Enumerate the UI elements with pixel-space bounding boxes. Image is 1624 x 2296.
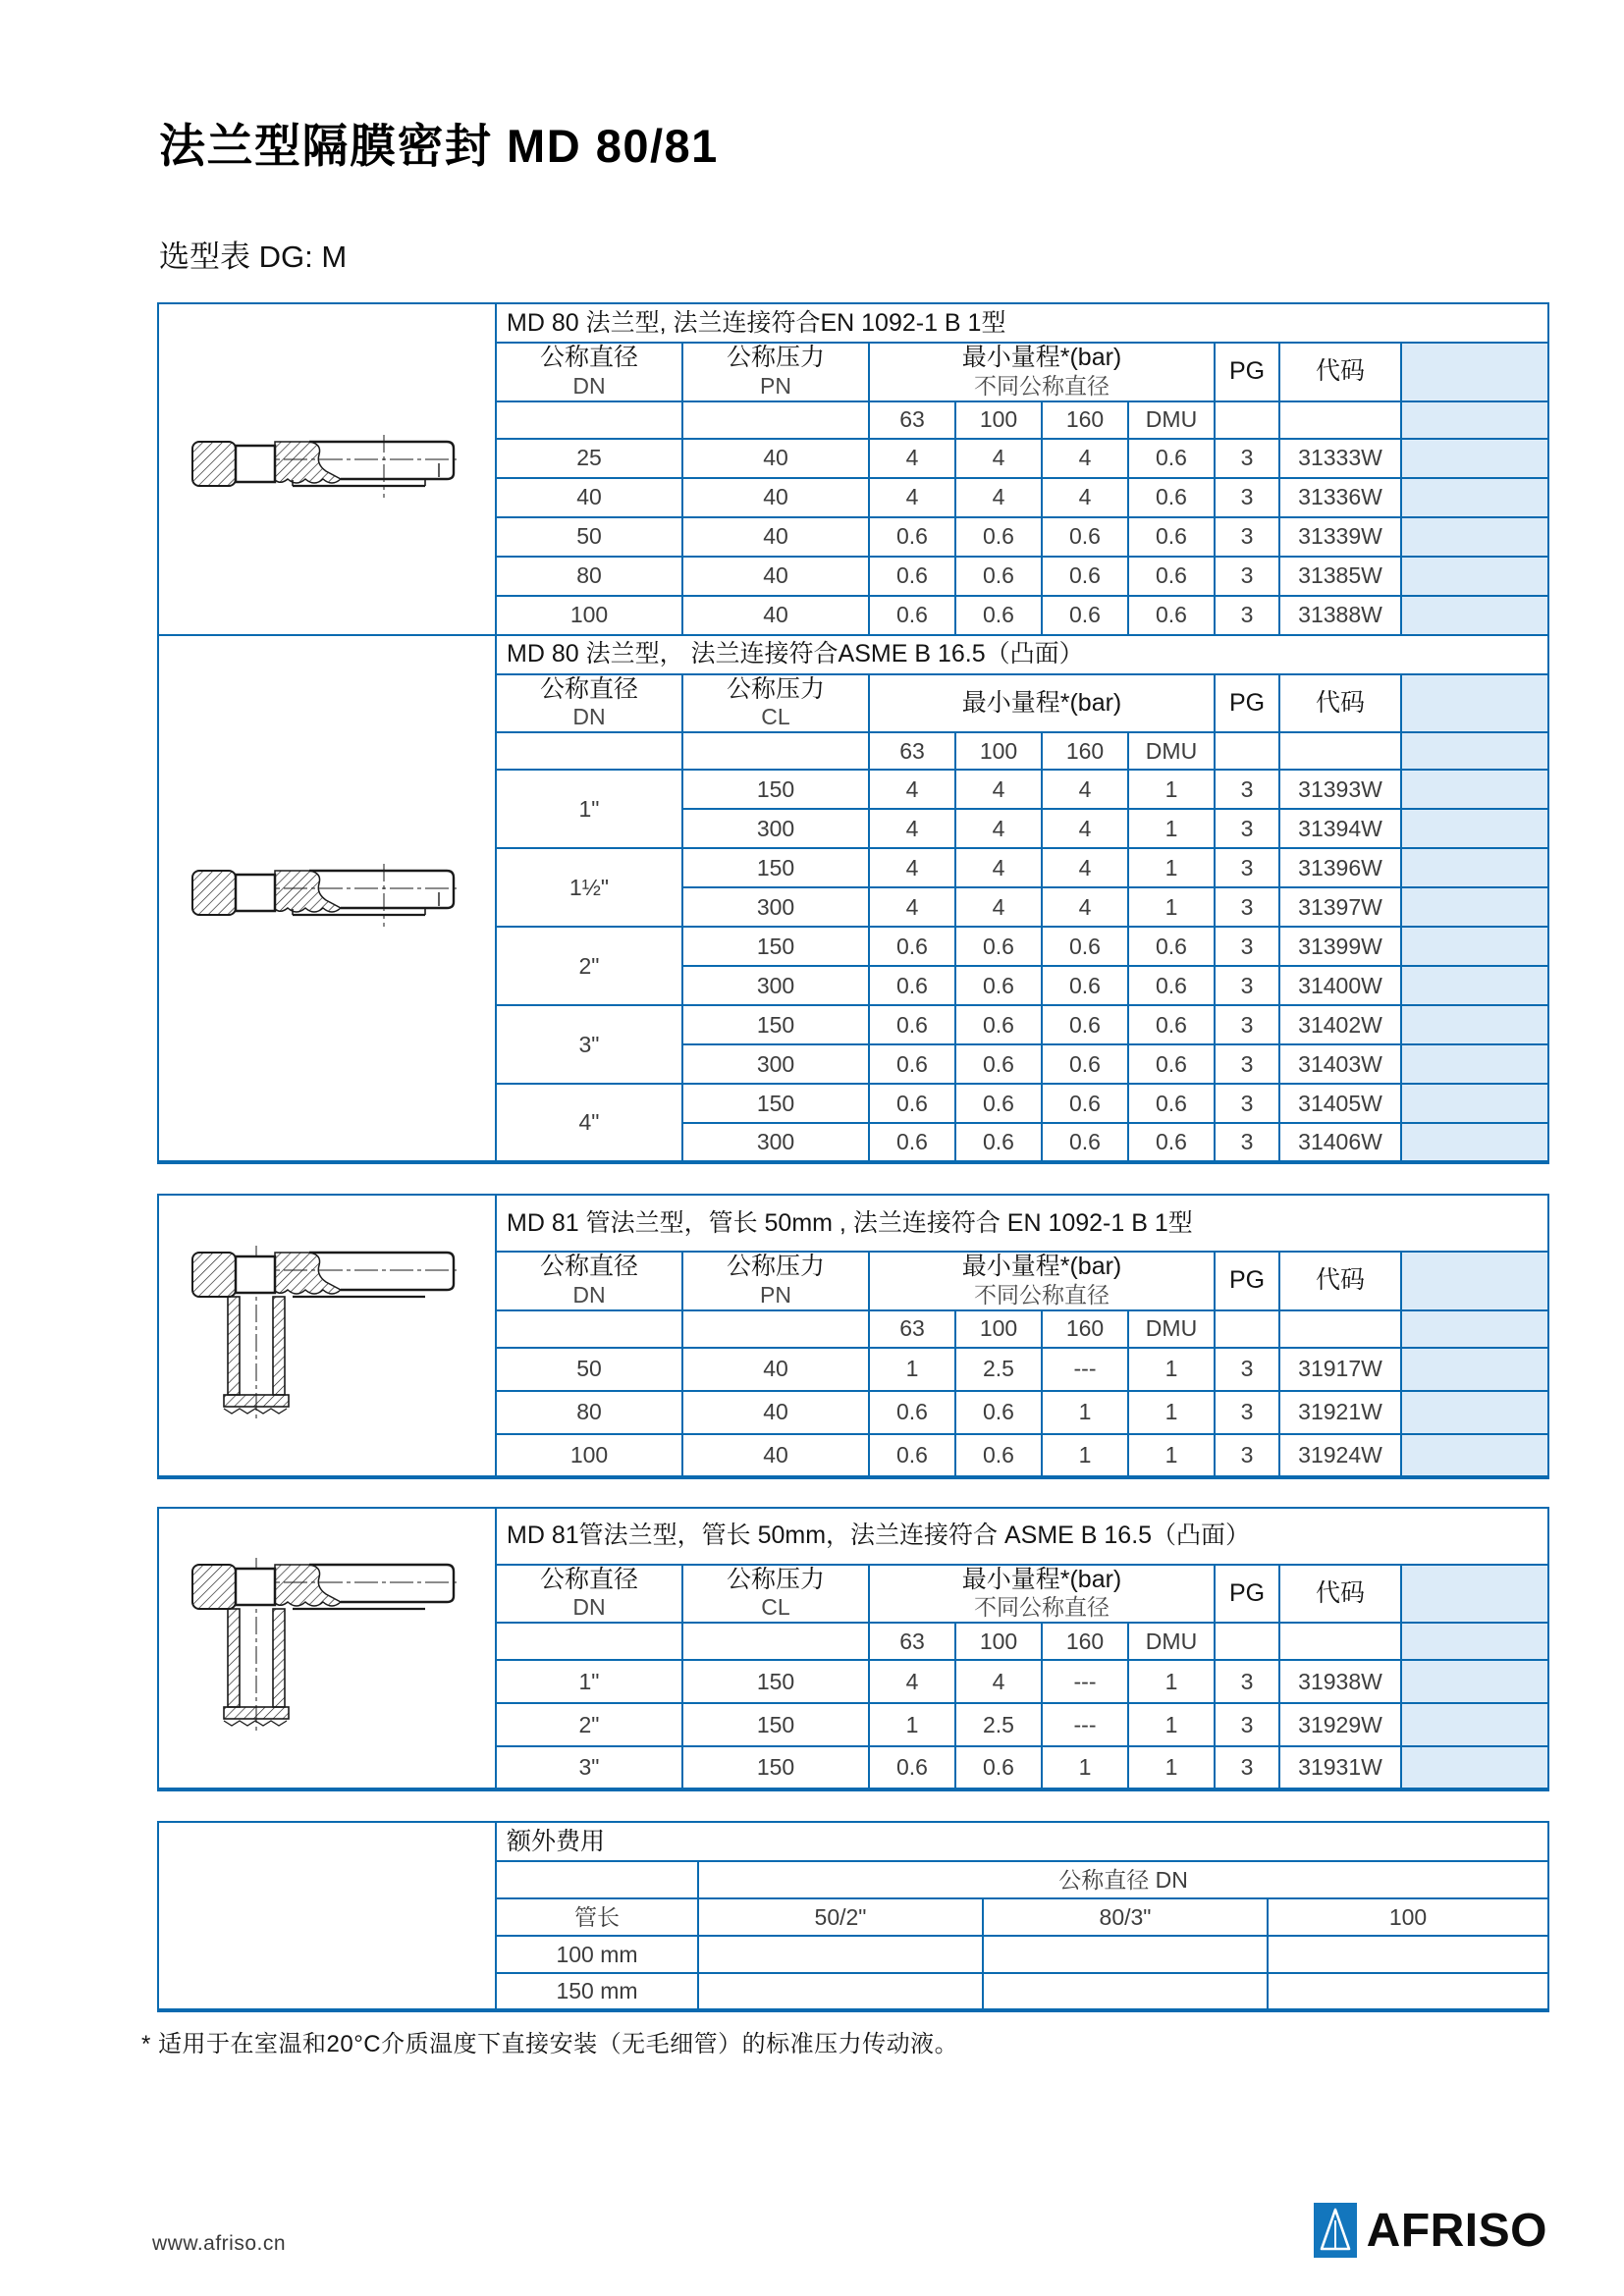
header-cell: DMU — [1128, 1623, 1215, 1660]
data-cell: 4 — [955, 439, 1042, 478]
data-cell: 31385W — [1279, 557, 1401, 596]
data-cell: 3" — [496, 1746, 682, 1789]
data-cell: 0.6 — [1042, 1005, 1128, 1044]
data-cell: 4 — [955, 770, 1042, 809]
data-cell: 3 — [1215, 1391, 1279, 1434]
data-cell: 4 — [1042, 439, 1128, 478]
header-cell: 100 — [955, 1310, 1042, 1348]
header-cell: 公称直径 DN — [496, 674, 682, 733]
table-md81-pipe-flange-asme — [157, 1507, 1549, 1792]
data-cell: 1 — [1128, 1391, 1215, 1434]
data-cell: 40 — [682, 557, 869, 596]
flange-seal-drawing — [191, 863, 462, 928]
data-cell: 0.6 — [1128, 1084, 1215, 1123]
data-cell: 0.6 — [869, 517, 955, 557]
data-cell: 4 — [869, 770, 955, 809]
technical-drawing-cell — [158, 635, 496, 1163]
data-cell: 31405W — [1279, 1084, 1401, 1123]
data-cell: 31397W — [1279, 887, 1401, 927]
technical-drawing-cell — [158, 1508, 496, 1790]
data-cell: 4 — [869, 1660, 955, 1703]
data-cell: 3 — [1215, 1044, 1279, 1084]
header-cell: PG — [1215, 343, 1279, 401]
afriso-wordmark: AFRISO — [1366, 2204, 1547, 2257]
data-cell: 2" — [496, 927, 682, 1005]
table-title-row — [158, 303, 1548, 343]
data-cell: 4 — [955, 887, 1042, 927]
header-cell — [496, 1861, 698, 1898]
data-cell: 3 — [1215, 517, 1279, 557]
header-cell: 最小量程*(bar) 不同公称直径 — [869, 1565, 1215, 1624]
data-cell: 0.6 — [869, 1044, 955, 1084]
data-cell: 4 — [955, 1660, 1042, 1703]
data-cell: 4 — [869, 848, 955, 887]
data-cell: 150 — [682, 770, 869, 809]
data-cell: 0.6 — [1128, 478, 1215, 517]
data-cell — [1268, 1973, 1548, 2010]
technical-drawing-cell — [158, 303, 496, 635]
header-cell — [1279, 1310, 1401, 1348]
header-cell: 160 — [1042, 1623, 1128, 1660]
data-cell: 4 — [869, 887, 955, 927]
data-cell: 1 — [869, 1348, 955, 1391]
header-cell — [682, 401, 869, 439]
data-cell: 1" — [496, 770, 682, 848]
data-cell — [1401, 770, 1548, 809]
data-cell: 31396W — [1279, 848, 1401, 887]
data-cell: 4 — [1042, 848, 1128, 887]
data-cell: 0.6 — [1128, 1044, 1215, 1084]
header-cell: 代码 — [1279, 1565, 1401, 1624]
data-cell — [1401, 517, 1548, 557]
data-cell: 1 — [1042, 1391, 1128, 1434]
data-cell: 0.6 — [955, 557, 1042, 596]
data-cell: 0.6 — [1042, 557, 1128, 596]
table-md80-flange-en1092 — [157, 302, 1549, 636]
data-cell: 4 — [1042, 809, 1128, 848]
header-cell: 50/2" — [698, 1898, 983, 1936]
data-cell: 40 — [682, 596, 869, 635]
data-cell: 31929W — [1279, 1703, 1401, 1746]
data-cell: 4" — [496, 1084, 682, 1162]
data-cell: 300 — [682, 1123, 869, 1162]
data-cell: 0.6 — [1128, 1123, 1215, 1162]
data-cell: 4 — [1042, 770, 1128, 809]
data-cell: 0.6 — [869, 1391, 955, 1434]
header-cell: 最小量程*(bar) — [869, 674, 1215, 733]
data-cell: 300 — [682, 966, 869, 1005]
data-cell: 3 — [1215, 439, 1279, 478]
data-cell: 150 — [682, 1005, 869, 1044]
tables-area — [141, 302, 1547, 2058]
data-cell: 40 — [682, 517, 869, 557]
data-cell — [1401, 1123, 1548, 1162]
data-cell: 0.6 — [955, 517, 1042, 557]
page-subtitle: 选型表 DG: M — [159, 240, 348, 274]
data-cell: 1" — [496, 1660, 682, 1703]
data-cell: 1 — [869, 1703, 955, 1746]
data-cell: 4 — [955, 478, 1042, 517]
header-cell: 公称直径 DN — [496, 343, 682, 401]
header-cell — [1215, 732, 1279, 770]
data-cell: 0.6 — [1128, 966, 1215, 1005]
header-cell: DMU — [1128, 401, 1215, 439]
data-cell — [983, 1973, 1268, 2010]
header-cell: 公称直径 DN — [496, 1252, 682, 1310]
data-cell: 3 — [1215, 770, 1279, 809]
data-cell — [1401, 1084, 1548, 1123]
data-cell: 31921W — [1279, 1391, 1401, 1434]
header-cell — [1401, 674, 1548, 733]
data-cell: 40 — [682, 1434, 869, 1477]
data-cell: 0.6 — [1042, 966, 1128, 1005]
header-cell — [1401, 343, 1548, 401]
data-cell: 0.6 — [955, 1084, 1042, 1123]
data-cell: 1 — [1128, 1703, 1215, 1746]
header-cell: 100 — [955, 732, 1042, 770]
header-cell — [1401, 1310, 1548, 1348]
header-cell — [496, 401, 682, 439]
afriso-logo — [1314, 2203, 1547, 2258]
data-cell: 3 — [1215, 1660, 1279, 1703]
page-title: 法兰型隔膜密封 MD 80/81 — [159, 120, 719, 172]
data-cell: 3 — [1215, 1434, 1279, 1477]
data-cell — [1401, 1703, 1548, 1746]
data-cell: 150 — [682, 1703, 869, 1746]
data-cell: 0.6 — [955, 1746, 1042, 1789]
data-cell: 40 — [496, 478, 682, 517]
data-cell: 31393W — [1279, 770, 1401, 809]
data-cell: 4 — [1042, 478, 1128, 517]
data-cell: 100 — [496, 596, 682, 635]
data-cell: --- — [1042, 1348, 1128, 1391]
header-cell — [682, 1310, 869, 1348]
data-cell: 1 — [1128, 1746, 1215, 1789]
table-title-row — [158, 635, 1548, 674]
header-cell: 公称直径 DN — [698, 1861, 1548, 1898]
header-cell: 80/3" — [983, 1898, 1268, 1936]
table-md80-flange-asme — [157, 634, 1549, 1165]
data-cell — [1401, 927, 1548, 966]
data-cell — [1401, 848, 1548, 887]
data-cell: 3 — [1215, 557, 1279, 596]
data-cell: 4 — [869, 478, 955, 517]
pipe-flange-seal-drawing — [191, 1557, 462, 1734]
header-cell — [1279, 401, 1401, 439]
data-cell: 2.5 — [955, 1348, 1042, 1391]
data-cell: 25 — [496, 439, 682, 478]
data-cell: 0.6 — [869, 557, 955, 596]
data-cell — [1401, 1391, 1548, 1434]
data-cell: 31400W — [1279, 966, 1401, 1005]
header-cell: DMU — [1128, 1310, 1215, 1348]
header-cell: 管长 — [496, 1898, 698, 1936]
data-cell: 80 — [496, 557, 682, 596]
data-cell: 50 — [496, 517, 682, 557]
data-cell — [1401, 809, 1548, 848]
header-cell: 63 — [869, 1310, 955, 1348]
data-cell: 0.6 — [1042, 1044, 1128, 1084]
header-cell: 公称压力 PN — [682, 1252, 869, 1310]
table-title: MD 81 管法兰型，管长 50mm , 法兰连接符合 EN 1092-1 B 1型 — [496, 1195, 1548, 1252]
data-cell: 4 — [869, 439, 955, 478]
data-cell: 0.6 — [955, 596, 1042, 635]
data-cell: 31402W — [1279, 1005, 1401, 1044]
data-cell — [1401, 887, 1548, 927]
data-cell — [1401, 439, 1548, 478]
header-cell — [496, 1310, 682, 1348]
data-cell: 1 — [1128, 1660, 1215, 1703]
data-cell: 3 — [1215, 478, 1279, 517]
header-cell: 63 — [869, 1623, 955, 1660]
data-cell — [1401, 966, 1548, 1005]
data-cell: 0.6 — [869, 1123, 955, 1162]
data-cell: 0.6 — [1128, 1005, 1215, 1044]
data-cell: 50 — [496, 1348, 682, 1391]
header-cell: 160 — [1042, 1310, 1128, 1348]
data-cell — [1268, 1936, 1548, 1973]
header-cell: 最小量程*(bar) 不同公称直径 — [869, 1252, 1215, 1310]
data-cell: 40 — [682, 1391, 869, 1434]
data-cell: 1 — [1128, 887, 1215, 927]
flange-seal-drawing — [191, 434, 462, 499]
data-cell: 1 — [1042, 1434, 1128, 1477]
header-cell: 63 — [869, 401, 955, 439]
header-cell — [682, 732, 869, 770]
data-cell: 150 — [682, 1746, 869, 1789]
data-cell — [1401, 1044, 1548, 1084]
table-title-row — [158, 1195, 1548, 1252]
data-cell: 31388W — [1279, 596, 1401, 635]
data-cell — [1401, 1005, 1548, 1044]
data-cell: 0.6 — [869, 1084, 955, 1123]
data-cell: 31336W — [1279, 478, 1401, 517]
data-cell — [1401, 596, 1548, 635]
header-cell: PG — [1215, 674, 1279, 733]
data-cell: --- — [1042, 1660, 1128, 1703]
table-title: MD 80 法兰型， 法兰连接符合ASME B 16.5（凸面） — [496, 635, 1548, 674]
data-cell: 0.6 — [1042, 596, 1128, 635]
data-cell: 3 — [1215, 1746, 1279, 1789]
data-cell: 0.6 — [869, 596, 955, 635]
data-cell: 0.6 — [869, 927, 955, 966]
data-cell: 300 — [682, 887, 869, 927]
header-cell: DMU — [1128, 732, 1215, 770]
header-cell: 公称压力 PN — [682, 343, 869, 401]
data-cell: 40 — [682, 478, 869, 517]
table-title: MD 80 法兰型, 法兰连接符合EN 1092-1 B 1型 — [496, 303, 1548, 343]
data-cell: 31938W — [1279, 1660, 1401, 1703]
data-cell: 0.6 — [869, 1005, 955, 1044]
data-cell: 0.6 — [1042, 1084, 1128, 1123]
data-cell: 3 — [1215, 1005, 1279, 1044]
data-cell: 0.6 — [1128, 439, 1215, 478]
data-cell: 3 — [1215, 596, 1279, 635]
afriso-logo-mark — [1314, 2203, 1357, 2258]
data-cell: 3 — [1215, 887, 1279, 927]
data-cell: 31931W — [1279, 1746, 1401, 1789]
data-cell — [983, 1936, 1268, 1973]
data-cell — [698, 1936, 983, 1973]
data-cell: 150 — [682, 1660, 869, 1703]
data-cell: 31339W — [1279, 517, 1401, 557]
data-cell: 31924W — [1279, 1434, 1401, 1477]
footnote: * 适用于在室温和20°C介质温度下直接安装（无毛细管）的标准压力传动液。 — [141, 2031, 959, 2057]
data-cell: 0.6 — [1042, 1123, 1128, 1162]
data-cell — [1401, 1348, 1548, 1391]
header-cell — [1401, 1565, 1548, 1624]
data-cell: 150 — [682, 848, 869, 887]
data-cell — [698, 1973, 983, 2010]
header-cell: 最小量程*(bar) 不同公称直径 — [869, 343, 1215, 401]
data-cell: 31333W — [1279, 439, 1401, 478]
data-cell: 4 — [955, 848, 1042, 887]
data-cell: 3 — [1215, 1348, 1279, 1391]
header-cell — [1401, 732, 1548, 770]
data-cell: 1 — [1128, 1434, 1215, 1477]
data-cell: 0.6 — [1042, 517, 1128, 557]
data-cell: 0.6 — [1128, 557, 1215, 596]
data-cell: 4 — [1042, 887, 1128, 927]
data-cell: 0.6 — [955, 1044, 1042, 1084]
data-cell: 0.6 — [1128, 596, 1215, 635]
data-cell: 40 — [682, 439, 869, 478]
header-cell — [1401, 1623, 1548, 1660]
header-cell — [1215, 1310, 1279, 1348]
header-cell — [496, 1623, 682, 1660]
data-cell: 31917W — [1279, 1348, 1401, 1391]
header-cell: 160 — [1042, 732, 1128, 770]
table-title: 额外费用 — [496, 1822, 1548, 1861]
header-cell: 100 — [955, 401, 1042, 439]
data-cell: 0.6 — [955, 927, 1042, 966]
header-cell — [682, 1623, 869, 1660]
table-extra-costs — [157, 1821, 1549, 2012]
data-cell: 0.6 — [955, 1391, 1042, 1434]
table-md81-pipe-flange-en1092 — [157, 1194, 1549, 1479]
table-block-md80 — [157, 302, 1547, 1164]
header-cell: 代码 — [1279, 343, 1401, 401]
data-cell: 3 — [1215, 966, 1279, 1005]
data-cell: 0.6 — [955, 966, 1042, 1005]
header-cell: 代码 — [1279, 1252, 1401, 1310]
header-cell — [1401, 1252, 1548, 1310]
data-cell: 40 — [682, 1348, 869, 1391]
data-cell: 80 — [496, 1391, 682, 1434]
data-cell: 0.6 — [1128, 927, 1215, 966]
data-cell: 3 — [1215, 848, 1279, 887]
website-url: www.afriso.cn — [152, 2232, 287, 2255]
data-cell: 3 — [1215, 1123, 1279, 1162]
header-cell: 公称直径 DN — [496, 1565, 682, 1624]
header-cell — [1215, 1623, 1279, 1660]
header-cell: 100 — [1268, 1898, 1548, 1936]
data-cell: 100 mm — [496, 1936, 698, 1973]
data-cell: 150 — [682, 1084, 869, 1123]
data-cell: 31403W — [1279, 1044, 1401, 1084]
header-cell: 公称压力 CL — [682, 1565, 869, 1624]
header-cell: PG — [1215, 1565, 1279, 1624]
header-cell: 公称压力 CL — [682, 674, 869, 733]
data-cell: 31406W — [1279, 1123, 1401, 1162]
data-cell: 31394W — [1279, 809, 1401, 848]
data-cell: 3 — [1215, 927, 1279, 966]
data-cell: 300 — [682, 809, 869, 848]
data-cell — [1401, 1434, 1548, 1477]
table-title: MD 81管法兰型，管长 50mm，法兰连接符合 ASME B 16.5（凸面） — [496, 1508, 1548, 1565]
header-cell: 63 — [869, 732, 955, 770]
data-cell: 0.6 — [1042, 927, 1128, 966]
header-cell: 100 — [955, 1623, 1042, 1660]
data-cell: 0.6 — [955, 1123, 1042, 1162]
header-cell: PG — [1215, 1252, 1279, 1310]
data-cell: 1 — [1042, 1746, 1128, 1789]
pipe-flange-seal-drawing — [191, 1245, 462, 1421]
data-cell — [1401, 557, 1548, 596]
table-title-row — [158, 1508, 1548, 1565]
data-cell: 1 — [1128, 809, 1215, 848]
data-cell: 2.5 — [955, 1703, 1042, 1746]
data-cell: 3 — [1215, 1084, 1279, 1123]
data-cell: 3 — [1215, 809, 1279, 848]
data-cell: 3 — [1215, 1703, 1279, 1746]
data-cell: 1 — [1128, 848, 1215, 887]
data-cell: 1 — [1128, 770, 1215, 809]
data-cell: 1½" — [496, 848, 682, 927]
table-title-row — [158, 1822, 1548, 1861]
technical-drawing-cell — [158, 1822, 496, 2010]
data-cell: 0.6 — [955, 1434, 1042, 1477]
data-cell: 0.6 — [1128, 517, 1215, 557]
data-cell: 0.6 — [869, 1434, 955, 1477]
data-cell — [1401, 478, 1548, 517]
data-cell: 3" — [496, 1005, 682, 1084]
data-cell: 0.6 — [955, 1005, 1042, 1044]
data-cell: 100 — [496, 1434, 682, 1477]
technical-drawing-cell — [158, 1195, 496, 1477]
header-cell — [1279, 1623, 1401, 1660]
data-cell: --- — [1042, 1703, 1128, 1746]
header-cell — [496, 732, 682, 770]
header-cell — [1279, 732, 1401, 770]
data-cell: 31399W — [1279, 927, 1401, 966]
header-cell: 代码 — [1279, 674, 1401, 733]
data-cell: 2" — [496, 1703, 682, 1746]
data-cell: 150 — [682, 927, 869, 966]
data-cell: 300 — [682, 1044, 869, 1084]
data-cell: 1 — [1128, 1348, 1215, 1391]
data-cell: 0.6 — [869, 966, 955, 1005]
data-cell — [1401, 1660, 1548, 1703]
header-cell: 160 — [1042, 401, 1128, 439]
data-cell: 4 — [869, 809, 955, 848]
data-cell: 0.6 — [869, 1746, 955, 1789]
data-cell: 4 — [955, 809, 1042, 848]
header-cell — [1401, 401, 1548, 439]
data-cell — [1401, 1746, 1548, 1789]
data-cell: 150 mm — [496, 1973, 698, 2010]
header-cell — [1215, 401, 1279, 439]
